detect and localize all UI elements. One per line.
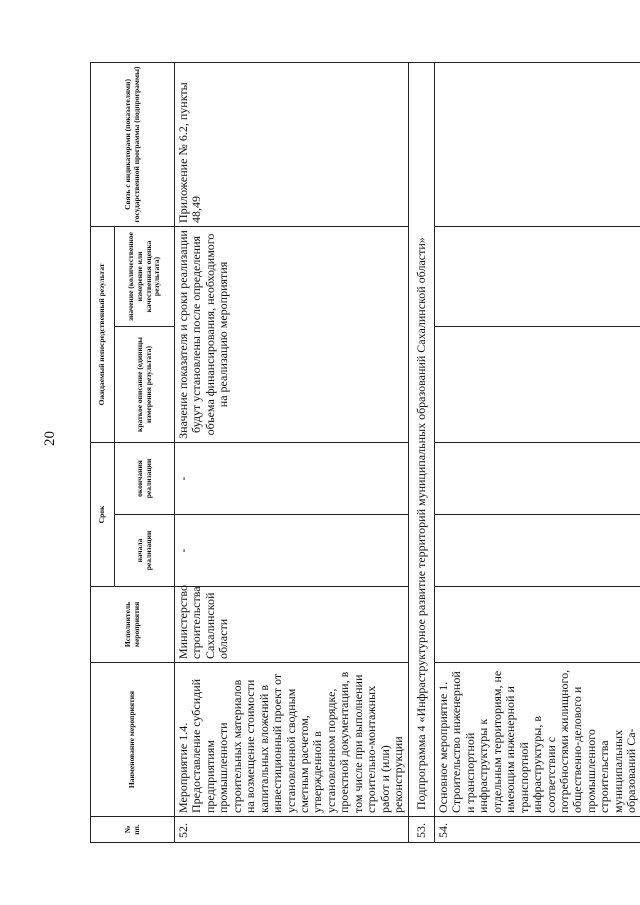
row-54-num: 54. (435, 817, 640, 843)
header-row-1 (91, 62, 115, 842)
header-term-start: начала реализации (115, 515, 175, 587)
row-52-num: 52. (175, 817, 409, 843)
row-54-end (435, 442, 640, 514)
header-executor: Исполнитель мероприятия (91, 587, 175, 663)
row-54-result-brief (435, 326, 640, 442)
row-52-name: Мероприятие 1.4. Предоставление субсидий предприятиям промышленности строительных материалов на возмещение стоимости капитальных вложений в инвестиционный проект от установленной сводным сметным расчетом, утвержденной в установленном порядке, проектной документации, в том числе при выполнении строительно-монтажных работ и (или) реконструкции (175, 663, 409, 817)
program-table (90, 62, 640, 843)
page-number: 20 (42, 431, 58, 446)
header-expected-value: значение (количественное измерение или качественная оценка результата) (115, 226, 175, 326)
row-53-subprogram: Подпрограмма 4 «Инфраструктурное развитие территорий муниципальных образований Сахалинской области» (409, 62, 435, 816)
table-row-52 (175, 62, 409, 842)
header-expected: Ожидаемый непосредственный результат (91, 226, 115, 442)
header-term: Срок (91, 442, 115, 586)
header-expected-brief: краткое описание (единицы измерения результата) (115, 326, 175, 442)
row-54-result-value (435, 226, 640, 326)
table-row-53 (409, 62, 435, 842)
header-num: № пп. (91, 817, 175, 843)
row-54-name: Основное мероприятие 1. Строительство инженерной и транспортной инфраструктуры к отдельным территориям, не имеющим инженерной и транспортной инфраструктуры, в соответствии с потребностями жилищного, общественно-делового и промышленного строительства муниципальных образований Са- (435, 663, 640, 817)
row-54-link (435, 62, 640, 226)
header-term-end: окончания реализации (115, 442, 175, 514)
row-52-result: Значение показателя и сроки реализации будут установлены после определения объема финансирования, необходимого на реализацию мероприятия (175, 226, 409, 442)
row-53-num: 53. (409, 817, 435, 843)
row-52-link: Приложение № 6.2, пункты 48,49 (175, 62, 409, 226)
row-54-start (435, 515, 640, 587)
header-link: Связь с индикаторами (показателями) государственной программы (подпрограммы) (91, 62, 175, 226)
row-52-end: - (175, 442, 409, 514)
row-54-executor (435, 587, 640, 663)
header-name: Наименование мероприятия (91, 663, 175, 817)
table-row-54 (435, 62, 640, 842)
row-52-start: - (175, 515, 409, 587)
rotated-table-container (90, 63, 639, 843)
row-52-executor: Министерство строительства Сахалинской области (175, 587, 409, 663)
